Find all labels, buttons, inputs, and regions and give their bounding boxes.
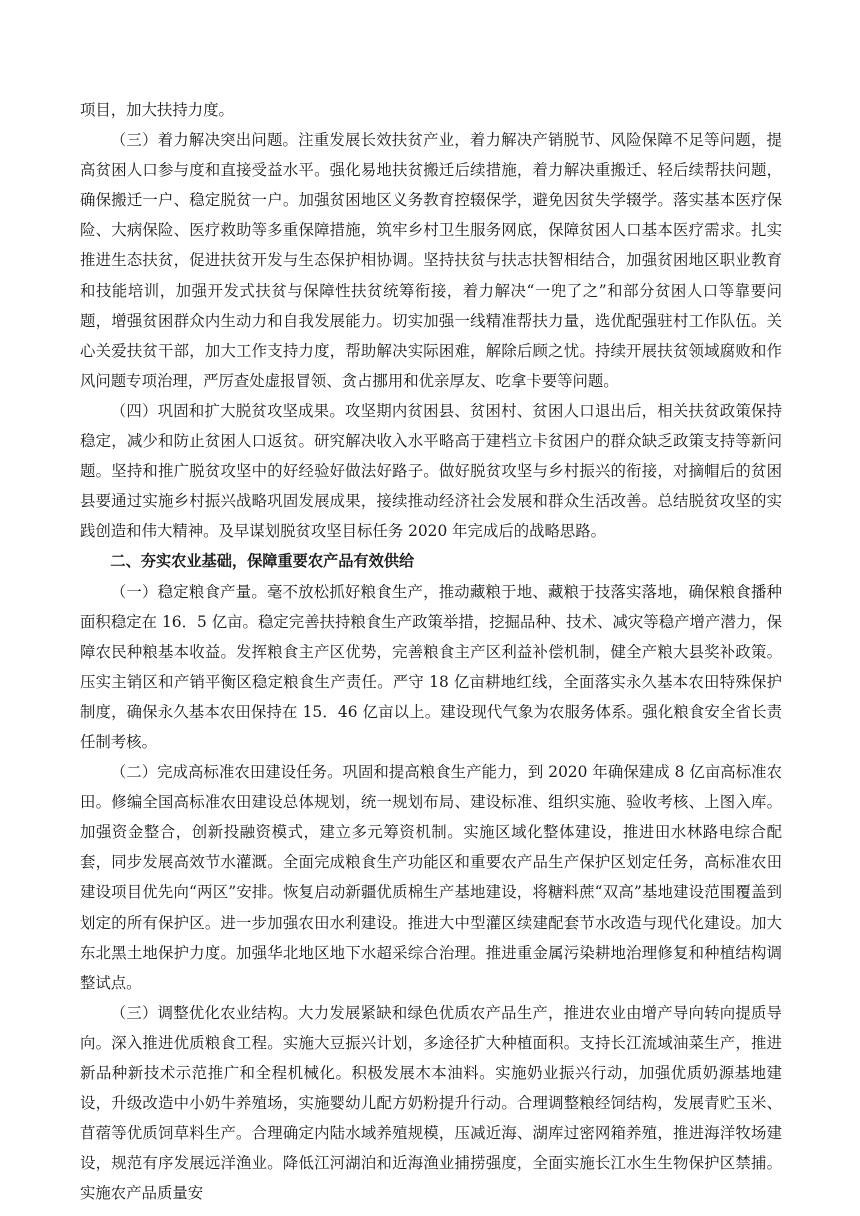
paragraph-section-4-consolidate: （四）巩固和扩大脱贫攻坚成果。攻坚期内贫困县、贫困村、贫困人口退出后，相关扶贫政策保持稳定，减少和防止贫困人口返贫。研究解决收入水平略高于建档立卡贫困户的群众缺乏政策支持等新问题。坚持和推广脱贫攻坚中的好经验好做法好路子。做好脱贫攻坚与乡村振兴的衔接，对摘帽后的贫困县要通过实施乡村振兴战略巩固发展成果，接续推动经济社会发展和群众生活改善。总结脱贫攻坚的实践创造和伟大精神。及早谋划脱贫攻坚目标任务 2020 年完成后的战略思路。: [80, 401, 782, 541]
paragraph-structure-optimization: （三）调整优化农业结构。大力发展紧缺和绿色优质农产品生产，推进农业由增产导向转向提质导向。深入推进优质粮食工程。实施大豆振兴计划，多途径扩大种植面积。支持长江流域油菜生产，推进新品种新技术示范推广和全程机械化。积极发展木本油料。实施奶业振兴行动，加强优质奶源基地建设，升级改造中小奶牛养殖场，实施婴幼儿配方奶粉提升行动。合理调整粮经饲结构，发展青贮玉米、苜蓿等优质饲草料生产。合理确定内陆水域养殖规模，压减近海、湖库过密网箱养殖，推进海洋牧场建设，规范有序发展远洋渔业。降低江河湖泊和近海渔业捕捞强度，全面实施长江水生生物保护区禁捕。实施农产品质量安: [80, 1003, 782, 1203]
section-heading-agriculture: 二、夯实农业基础，保障重要农产品有效供给: [110, 552, 415, 571]
document-body: [80, 95, 782, 1208]
paragraph-section-3-problems: （三）着力解决突出问题。注重发展长效扶贫产业，着力解决产销脱节、风险保障不足等问题，提高贫困人口参与度和直接受益水平。强化易地扶贫搬迁后续措施，着力解决重搬迁、轻后续帮扶问题，确保搬迁一户、稳定脱贫一户。加强贫困地区义务教育控辍保学，避免因贫失学辍学。落实基本医疗保险、大病保险、医疗救助等多重保障措施，筑牢乡村卫生服务网底，保障贫困人口基本医疗需求。扎实推进生态扶贫，促进扶贫开发与生态保护相协调。坚持扶贫与扶志扶智相结合，加强贫困地区职业教育和技能培训，加强开发式扶贫与保障性扶贫统筹衔接，着力解决“一兜了之”和部分贫困人口等靠要问题，增强贫困群众内生动力和自我发展能力。切实加强一线精准帮扶力量，选优配强驻村工作队伍。关心关爱扶贫干部，加大工作支持力度，帮助解决实际困难，解除后顾之忧。持续开展扶贫领域腐败和作风问题专项治理，严厉查处虚报冒领、贪占挪用和优亲厚友、吃拿卡要等问题。: [80, 131, 782, 390]
paragraph-continuation: 项目，加大扶持力度。: [80, 101, 234, 119]
paragraph-grain-output: （一）稳定粮食产量。毫不放松抓好粮食生产，推动藏粮于地、藏粮于技落实落地，确保粮食播种面积稳定在 16．5 亿亩。稳定完善扶持粮食生产政策举措，挖掘品种、技术、减灾等稳产增产潜力，保障农民种粮基本收益。发挥粮食主产区优势，完善粮食主产区利益补偿机制，健全产粮大县奖补政策。压实主销区和产销平衡区稳定粮食生产责任。严守 18 亿亩耕地红线，全面落实永久基本农田特殊保护制度，确保永久基本农田保持在 15．46 亿亩以上。建设现代气象为农服务体系。强化粮食安全省长责任制考核。: [80, 582, 782, 751]
paragraph-farmland-construction: （二）完成高标准农田建设任务。巩固和提高粮食生产能力，到 2020 年确保建成 8 亿亩高标准农田。修编全国高标准农田建设总体规划，统一规划布局、建设标准、组织实施、验收考核、上图入库。加强资金整合，创新投融资模式，建立多元筹资机制。实施区域化整体建设，推进田水林路电综合配套，同步发展高效节水灌溉。全面完成粮食生产功能区和重要农产品生产保护区划定任务，高标准农田建设项目优先向“两区”安排。恢复启动新疆优质棉生产基地建设，将糖料蔗“双高”基地建设范围覆盖到划定的所有保护区。进一步加强农田水利建设。推进大中型灌区续建配套节水改造与现代化建设。加大东北黑土地保护力度。加强华北地区地下水超采综合治理。推进重金属污染耕地治理修复和种植结构调整试点。: [80, 763, 782, 992]
